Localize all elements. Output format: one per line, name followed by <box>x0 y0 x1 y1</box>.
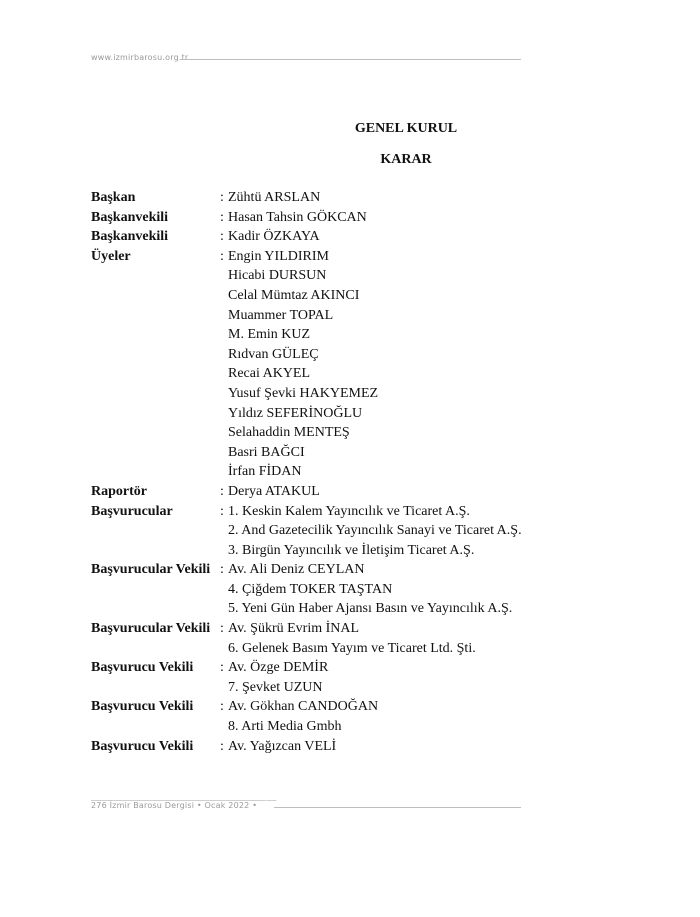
row-colon: : <box>220 738 224 754</box>
row-value: Zühtü ARSLAN <box>228 190 321 205</box>
row-value: Rıdvan GÜLEÇ <box>228 346 319 362</box>
row-value: 6. Gelenek Basım Yayım ve Ticaret Ltd. Şti. <box>228 640 476 656</box>
row-value: Hasan Tahsin GÖKCAN <box>228 209 367 225</box>
row-value: İrfan FİDAN <box>228 464 302 480</box>
row-value: Recai AKYEL <box>228 366 311 382</box>
footer-text: 276 İzmir Barosu Dergisi • Ocak 2022 • <box>91 801 258 810</box>
row-value: Av. Yağızcan VELİ <box>228 738 337 754</box>
row-label: Başvurucu Vekili <box>91 699 194 715</box>
list-item <box>91 247 561 267</box>
row-value: 3. Birgün Yayıncılık ve İletişim Ticaret A.Ş. <box>228 542 475 558</box>
row-value: Derya ATAKUL <box>228 483 320 499</box>
row-value: Kadir ÖZKAYA <box>228 229 320 245</box>
row-colon: : <box>220 229 224 245</box>
row-colon: : <box>220 483 224 499</box>
row-value: Selahaddin MENTEŞ <box>228 425 350 441</box>
list-item <box>91 286 561 306</box>
list-item <box>91 737 561 757</box>
row-label: Başkanvekili <box>91 209 169 225</box>
list-item <box>91 678 561 698</box>
list-item <box>91 541 561 561</box>
row-value: 4. Çiğdem TOKER TAŞTAN <box>228 581 393 597</box>
subtitle-text: KARAR <box>380 152 432 167</box>
row-value: Yıldız SEFERİNOĞLU <box>228 405 363 421</box>
list-item <box>91 639 561 659</box>
row-value: Basri BAĞCI <box>228 444 305 460</box>
row-value: Av. Şükrü Evrim İNAL <box>228 621 360 637</box>
list-item <box>91 619 561 639</box>
row-value: 5. Yeni Gün Haber Ajansı Basın ve Yayıncılık A.Ş. <box>228 601 513 617</box>
row-label: Başkanvekili <box>91 229 169 245</box>
list-item <box>91 227 561 247</box>
row-label: Üyeler <box>91 248 131 264</box>
row-value: Av. Gökhan CANDOĞAN <box>228 699 379 715</box>
row-label: Başkan <box>91 190 136 205</box>
row-value: 7. Şevket UZUN <box>228 679 323 695</box>
row-label: Başvurucular Vekili <box>91 562 211 578</box>
row-colon: : <box>220 699 224 715</box>
row-label: Raportör <box>91 483 147 499</box>
list-item <box>91 482 561 502</box>
list-item <box>91 580 561 600</box>
row-colon: : <box>220 562 224 578</box>
row-label: Başvurucular <box>91 503 173 519</box>
row-label: Başvurucu Vekili <box>91 660 194 676</box>
list-item <box>91 384 561 404</box>
member-list <box>91 188 561 756</box>
document-title <box>0 121 700 137</box>
row-label: Başvurucu Vekili <box>91 738 194 754</box>
title-text: GENEL KURUL <box>354 121 458 136</box>
list-item <box>91 306 561 326</box>
list-item <box>91 208 561 228</box>
row-value: Av. Ali Deniz CEYLAN <box>228 562 365 578</box>
list-item <box>91 266 561 286</box>
row-value: 2. And Gazetecilik Yayıncılık Sanayi ve Ticaret A.Ş. <box>228 523 522 539</box>
row-value: Engin YILDIRIM <box>228 248 329 264</box>
row-label: Başvurucular Vekili <box>91 621 211 637</box>
list-item <box>91 599 561 619</box>
list-item <box>91 502 561 522</box>
document-subtitle <box>0 152 700 168</box>
list-item <box>91 188 561 208</box>
list-item <box>91 521 561 541</box>
page-header <box>91 53 521 67</box>
list-item <box>91 443 561 463</box>
row-colon: : <box>220 503 224 519</box>
row-value: Hicabi DURSUN <box>228 268 327 284</box>
row-value: Muammer TOPAL <box>228 307 334 323</box>
row-value: Celal Mümtaz AKINCI <box>228 287 360 303</box>
row-colon: : <box>220 248 224 264</box>
page-footer <box>91 800 521 816</box>
footer-rule-right <box>274 807 521 808</box>
row-value: 1. Keskin Kalem Yayıncılık ve Ticaret A.Ş. <box>228 503 470 519</box>
list-item <box>91 717 561 737</box>
list-item <box>91 404 561 424</box>
list-item <box>91 345 561 365</box>
row-value: Yusuf Şevki HAKYEMEZ <box>228 385 379 401</box>
row-value: Av. Özge DEMİR <box>228 660 329 676</box>
list-item <box>91 462 561 482</box>
list-item <box>91 697 561 717</box>
row-value: M. Emin KUZ <box>228 327 311 343</box>
row-colon: : <box>220 660 224 676</box>
list-item <box>91 325 561 345</box>
row-colon: : <box>220 190 224 205</box>
row-colon: : <box>220 209 224 225</box>
list-item <box>91 658 561 678</box>
header-rule <box>181 59 521 60</box>
list-item <box>91 423 561 443</box>
row-colon: : <box>220 621 224 637</box>
row-value: 8. Arti Media Gmbh <box>228 719 342 735</box>
site-url: www.izmirbarosu.org.tr <box>91 53 189 62</box>
list-item <box>91 560 561 580</box>
list-item <box>91 364 561 384</box>
